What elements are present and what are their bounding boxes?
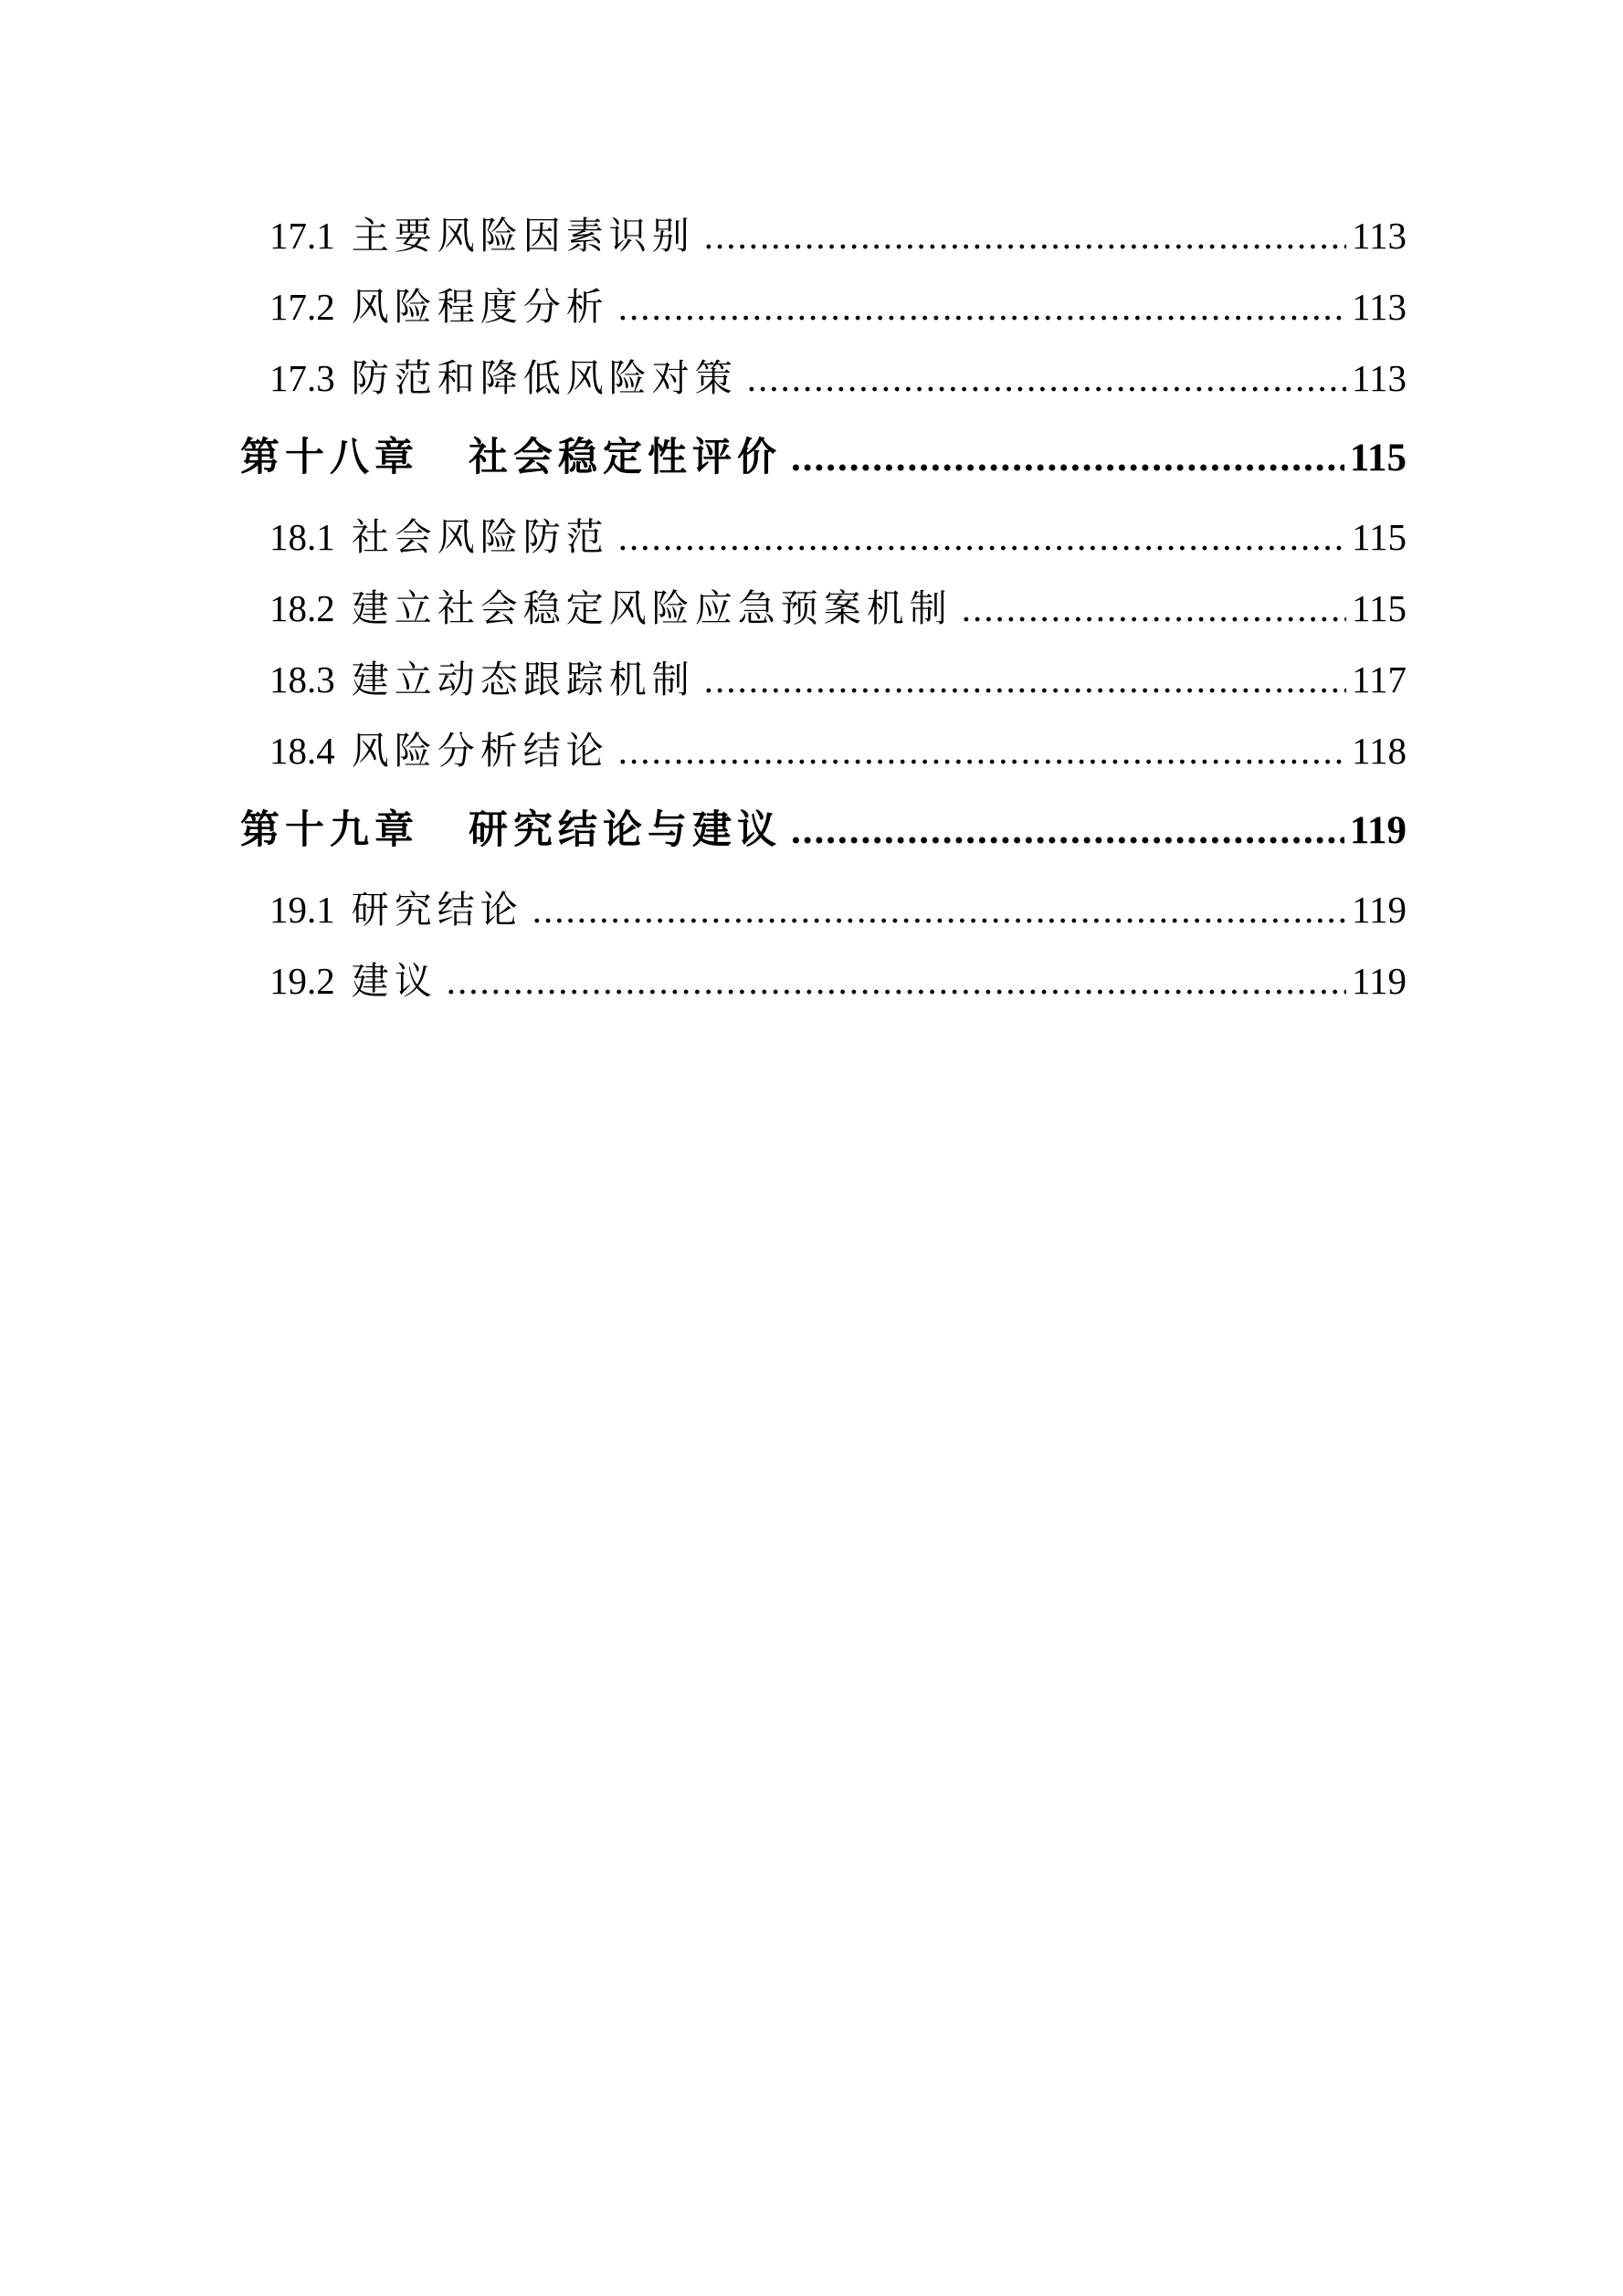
toc-entry-page: 115 bbox=[1352, 587, 1407, 629]
toc-entry-title: 建议 bbox=[351, 960, 437, 1002]
toc-chapter-19[interactable] bbox=[240, 792, 1407, 879]
toc-entry-17-3[interactable] bbox=[240, 348, 1407, 419]
toc-chapter-title: 研究结论与建议 bbox=[469, 809, 782, 852]
dot-leader bbox=[704, 658, 1346, 701]
dot-leader bbox=[704, 214, 1346, 258]
toc-chapter-number: 第十八章 bbox=[240, 437, 419, 479]
toc-chapter-number: 第十九章 bbox=[240, 809, 419, 852]
toc-entry-number: 18.2 bbox=[269, 587, 335, 629]
toc-entry-page: 113 bbox=[1352, 215, 1407, 257]
toc-entry-number: 17.3 bbox=[269, 357, 335, 399]
toc-entry-page: 113 bbox=[1352, 357, 1407, 399]
toc-entry-18-1[interactable] bbox=[240, 507, 1407, 578]
toc-entry-18-4[interactable] bbox=[240, 721, 1407, 792]
table-of-contents bbox=[240, 205, 1407, 1022]
toc-entry-number: 17.2 bbox=[269, 286, 335, 328]
toc-entry-18-3[interactable] bbox=[240, 649, 1407, 721]
toc-entry-title: 风险分析结论 bbox=[351, 730, 609, 772]
toc-entry-title: 研究结论 bbox=[351, 889, 523, 931]
toc-chapter-page: 115 bbox=[1349, 437, 1407, 479]
dot-leader bbox=[962, 586, 1346, 630]
dot-leader bbox=[791, 808, 1344, 853]
toc-entry-number: 18.4 bbox=[269, 730, 335, 772]
dot-leader bbox=[447, 959, 1346, 1003]
dot-leader bbox=[747, 356, 1346, 400]
toc-entry-19-1[interactable] bbox=[240, 879, 1407, 951]
toc-entry-18-2[interactable] bbox=[240, 578, 1407, 649]
toc-entry-page: 119 bbox=[1352, 889, 1407, 931]
dot-leader bbox=[532, 888, 1346, 932]
toc-entry-number: 19.1 bbox=[269, 889, 335, 931]
toc-entry-title: 建立社会稳定风险应急预案机制 bbox=[351, 587, 953, 629]
toc-entry-number: 18.3 bbox=[269, 658, 335, 700]
toc-entry-title: 建立动态跟踪机制 bbox=[351, 658, 695, 700]
dot-leader bbox=[618, 515, 1346, 559]
toc-chapter-title: 社会稳定性评价 bbox=[469, 437, 782, 479]
toc-entry-number: 19.2 bbox=[269, 960, 335, 1002]
toc-entry-17-2[interactable] bbox=[240, 277, 1407, 348]
toc-entry-page: 113 bbox=[1352, 286, 1407, 328]
dot-leader bbox=[618, 729, 1346, 773]
toc-chapter-18[interactable] bbox=[240, 419, 1407, 507]
toc-entry-page: 118 bbox=[1352, 730, 1407, 772]
toc-entry-page: 119 bbox=[1352, 960, 1407, 1002]
dot-leader bbox=[618, 285, 1346, 329]
toc-entry-page: 115 bbox=[1352, 516, 1407, 558]
toc-entry-19-2[interactable] bbox=[240, 951, 1407, 1022]
toc-entry-page: 117 bbox=[1352, 658, 1407, 700]
toc-entry-title: 主要风险因素识别 bbox=[351, 215, 695, 257]
toc-entry-number: 17.1 bbox=[269, 215, 335, 257]
toc-chapter-page: 119 bbox=[1349, 809, 1407, 852]
toc-entry-title: 社会风险防范 bbox=[351, 516, 609, 558]
toc-entry-title: 风险程度分析 bbox=[351, 286, 609, 328]
dot-leader bbox=[791, 436, 1344, 480]
toc-entry-title: 防范和降低风险对策 bbox=[351, 357, 738, 399]
toc-entry-17-1[interactable] bbox=[240, 205, 1407, 277]
toc-entry-number: 18.1 bbox=[269, 516, 335, 558]
